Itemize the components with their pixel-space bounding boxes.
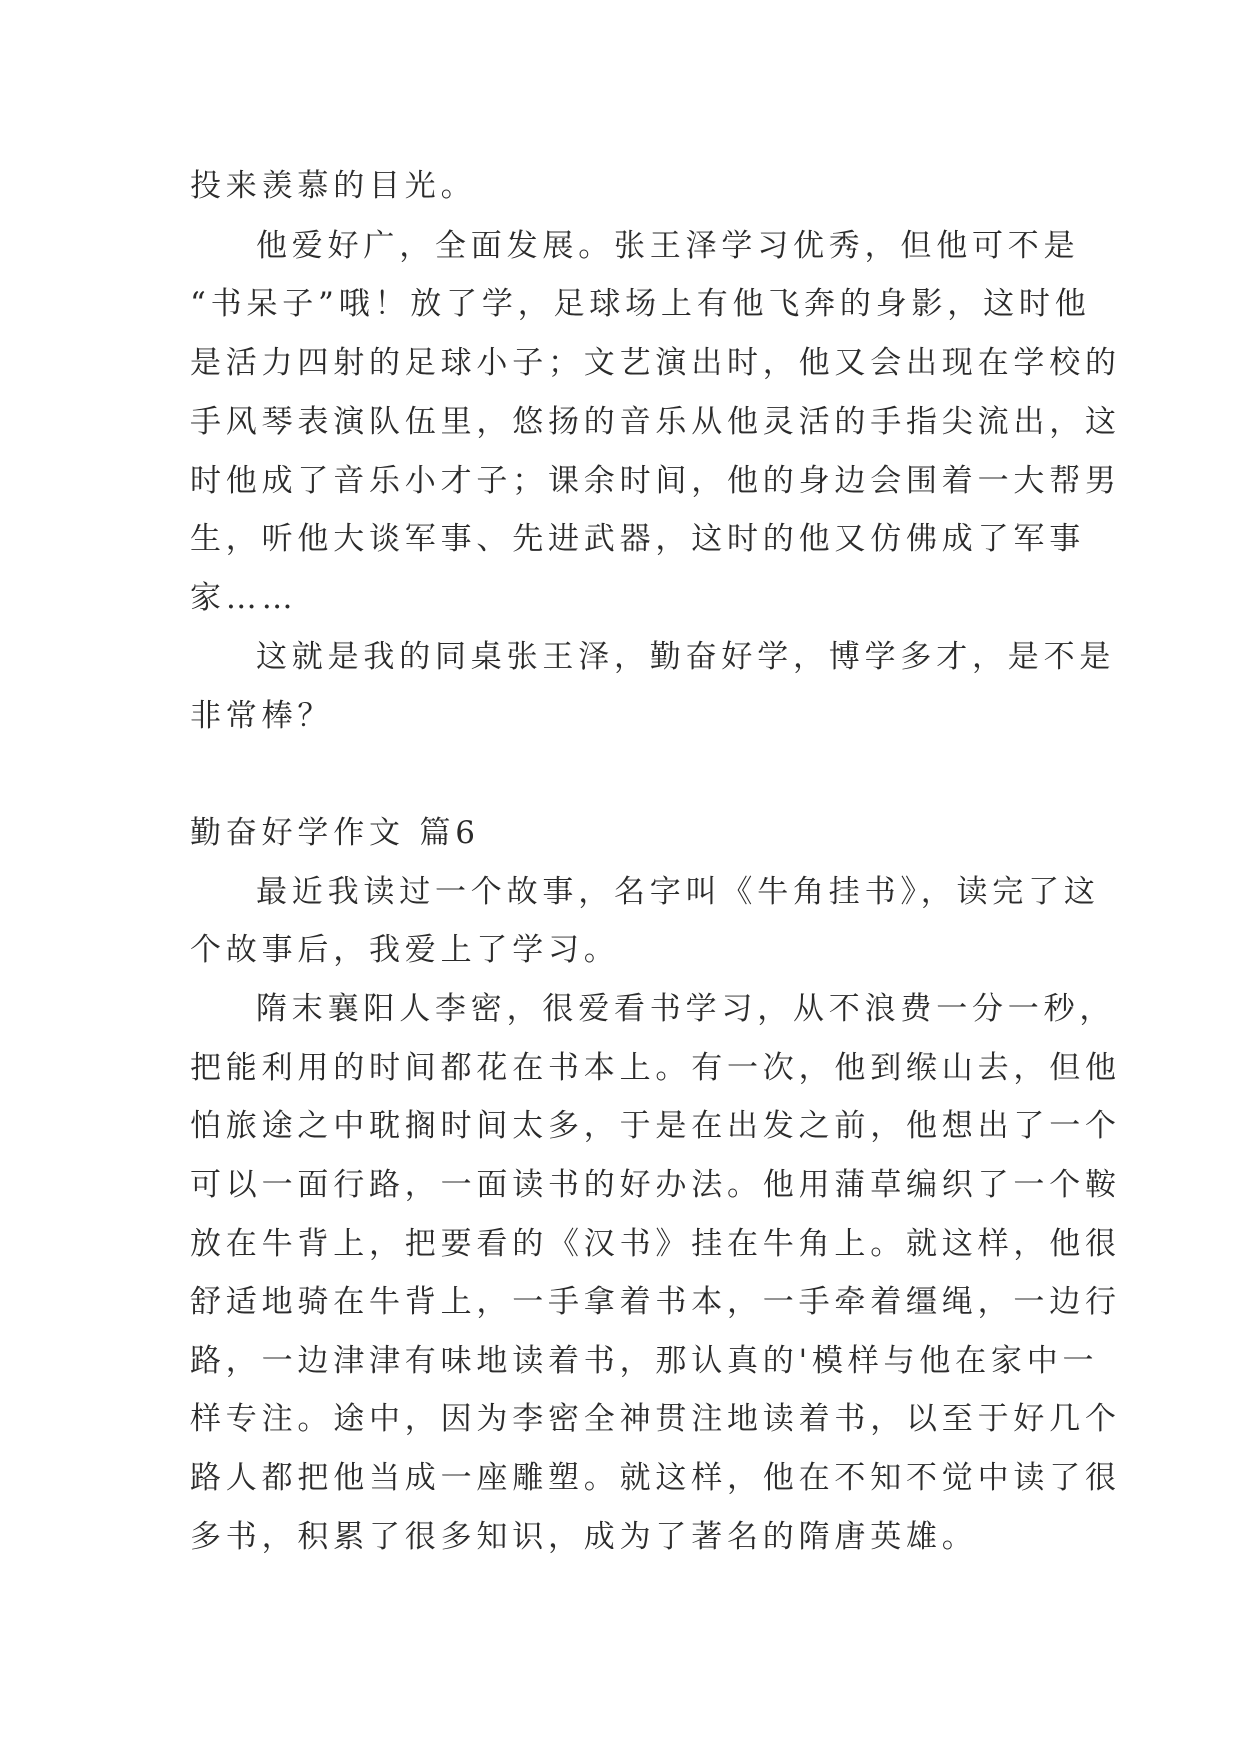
text-line: 路人都把他当成一座雕塑。就这样，他在不知不觉中读了很: [190, 1460, 1121, 1496]
text-line: “书呆子”哦！放了学，足球场上有他飞奔的身影，这时他: [190, 286, 1091, 322]
text-line: 路，一边津津有味地读着书，那认真的'模样与他在家中一: [190, 1343, 1099, 1379]
text-line: 怕旅途之中耽搁时间太多，于是在出发之前，他想出了一个: [190, 1108, 1121, 1144]
text-line: 时他成了音乐小才子；课余时间，他的身边会围着一大帮男: [190, 463, 1121, 499]
text-line: 样专注。途中，因为李密全神贯注地读着书，以至于好几个: [190, 1401, 1121, 1437]
paragraph-start: 他爱好广，全面发展。张王泽学习优秀，但他可不是: [256, 228, 1080, 264]
section-heading: 勤奋好学作文 篇6: [190, 815, 480, 851]
paragraph-start: 隋末襄阳人李密，很爱看书学习，从不浪费一分一秒，: [256, 991, 1116, 1027]
text-line: 可以一面行路，一面读书的好办法。他用蒲草编织了一个鞍: [190, 1167, 1121, 1203]
text-line: 多书，积累了很多知识，成为了著名的隋唐英雄。: [190, 1519, 978, 1555]
paragraph-start: 最近我读过一个故事，名字叫《牛角挂书》，读完了这: [256, 874, 1100, 910]
text-line: 家……: [190, 580, 298, 616]
text-line: 放在牛背上，把要看的《汉书》挂在牛角上。就这样，他很: [190, 1226, 1121, 1262]
paragraph-start: 这就是我的同桌张王泽，勤奋好学，博学多才，是不是: [256, 639, 1116, 675]
text-line: 个故事后，我爱上了学习。: [190, 932, 620, 968]
text-line: 舒适地骑在牛背上，一手拿着书本，一手牵着缰绳，一边行: [190, 1284, 1121, 1320]
text-line: 生，听他大谈军事、先进武器，这时的他又仿佛成了军事: [190, 521, 1085, 557]
text-line: 是活力四射的足球小子；文艺演出时，他又会出现在学校的: [190, 345, 1121, 381]
text-line: 非常棒？: [190, 698, 334, 734]
text-line: 投来羡慕的目光。: [190, 168, 477, 204]
text-line: 把能利用的时间都花在书本上。有一次，他到缑山去，但他: [190, 1050, 1121, 1086]
text-line: 手风琴表演队伍里，悠扬的音乐从他灵活的手指尖流出，这: [190, 404, 1121, 440]
